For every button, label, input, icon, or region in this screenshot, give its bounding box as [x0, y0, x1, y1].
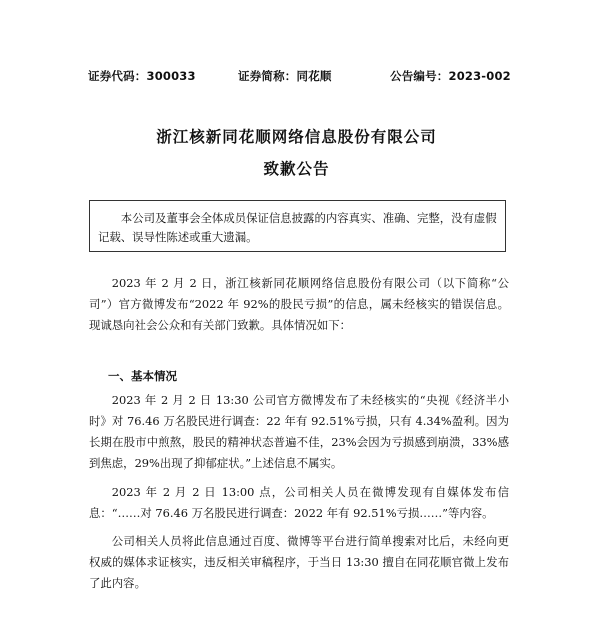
stock-abbreviation: 证券简称：同花顺	[238, 69, 332, 83]
company-name-title: 浙江核新同花顺网络信息股份有限公司	[156, 128, 437, 146]
section1-paragraph-2: 2023 年 2 月 2 日 13:00 点，公司相关人员在微博发现有自媒体发布信息：“……对 76.46 万名股民进行调查：2022 年有 92.51%亏损……”等内容。	[89, 485, 509, 520]
section-heading-basic-info: 一、基本情况	[108, 369, 177, 383]
section1-paragraph-3: 公司相关人员将此信息通过百度、微博等平台进行简单搜索对比后，未经向更权威的媒体求证核实，违反相关审稿程序，于当日 13:30 擅自在同花顺官微上发布了此内容。	[89, 534, 509, 590]
disclosure-notice-text: 本公司及董事会全体成员保证信息披露的内容真实、准确、完整，没有虚假记载、误导性陈述或重大遗漏。	[98, 211, 497, 244]
section1-paragraph-1: 2023 年 2 月 2 日 13:30 公司官方微博发布了未经核实的“央视《经济半小时》对 76.46 万名股民进行调查：22 年有 92.51%亏损，只有 4.34%盈利。因为长期在股市中煎熬，股民的精神状态普遍不佳，23%会因为亏损感到崩溃，33%感到焦虑，29%出现了抑郁症状。”上述信息不属实。	[89, 393, 509, 470]
document-type-title: 致歉公告	[263, 160, 330, 178]
stock-code: 证券代码：300033	[88, 69, 196, 83]
disclosure-notice-box	[89, 200, 506, 252]
announcement-number: 公告编号：2023-002	[390, 69, 511, 83]
intro-paragraph: 2023 年 2 月 2 日，浙江核新同花顺网络信息股份有限公司（以下简称“公司”）官方微博发布“2022 年 92%的股民亏损”的信息，属未经核实的错误信息。现诚恳向社会公众和有关部门致歉。具体情况如下：	[89, 276, 509, 332]
